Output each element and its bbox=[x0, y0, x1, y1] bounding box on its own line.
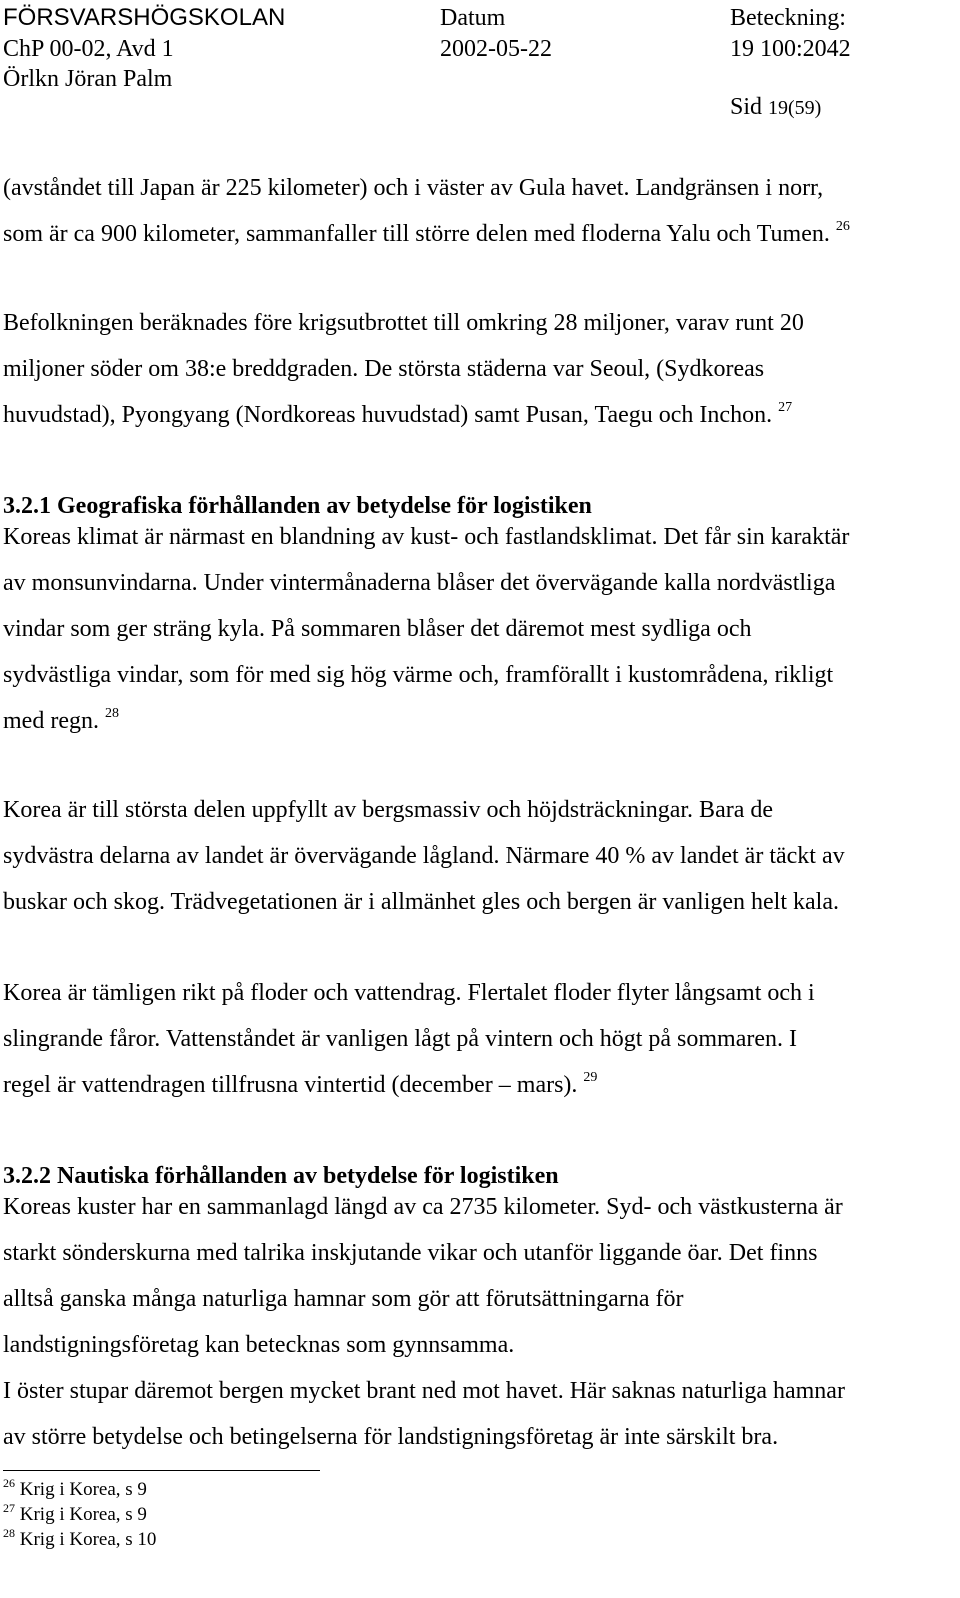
footnote-28 bbox=[3, 1528, 156, 1552]
body-block-3 bbox=[3, 490, 953, 744]
footnote-26 bbox=[3, 1478, 147, 1502]
footnote-text: Krig i Korea, s 10 bbox=[19, 1529, 157, 1550]
footnote-separator bbox=[3, 1470, 320, 1471]
footnote-text: Krig i Korea, s 9 bbox=[19, 1504, 147, 1525]
author-name: Örlkn Jöran Palm bbox=[3, 66, 173, 92]
body-block-5 bbox=[3, 970, 953, 1108]
paragraph-1-line-1: (avståndet till Japan är 225 kilometer) och i väster av Gula havet. Landgränsen i norr, bbox=[3, 175, 824, 201]
page-number bbox=[730, 93, 821, 122]
paragraph-1-line-2-text: som är ca 900 kilometer, sammanfaller till större delen med floderna Yalu och Tumen. bbox=[3, 221, 830, 247]
paragraph-5-line-2: slingrande fåror. Vattenståndet är vanligen lågt på vintern och högt på sommaren. I bbox=[3, 1026, 797, 1052]
body-block-1 bbox=[3, 165, 953, 257]
section-heading-3-2-1: 3.2.1 Geografiska förhållanden av betydelse för logistiken bbox=[3, 493, 592, 519]
paragraph-4-line-1: Korea är till största delen uppfyllt av bergsmassiv och höjdsträckningar. Bara de bbox=[3, 797, 774, 823]
footnote-text: Krig i Korea, s 9 bbox=[19, 1479, 147, 1500]
body-block-4 bbox=[3, 787, 953, 925]
footnote-number: 26 bbox=[3, 1476, 15, 1490]
body-block-6 bbox=[3, 1160, 953, 1460]
paragraph-5-line-3-text: regel är vattendragen tillfrusna vintertid (december – mars). bbox=[3, 1072, 578, 1098]
paragraph-3-line-3: vindar som ger sträng kyla. På sommaren blåser det däremot mest sydliga och bbox=[3, 616, 752, 642]
paragraph-2-line-3 bbox=[3, 392, 953, 438]
paragraph-6-line-2: starkt sönderskurna med talrika inskjutande vikar och utanför liggande öar. Det finns bbox=[3, 1240, 818, 1266]
section-heading-3-2-2: 3.2.2 Nautiska förhållanden av betydelse för logistiken bbox=[3, 1163, 559, 1189]
paragraph-3-line-4: sydvästliga vindar, som för med sig hög värme och, framförallt i kustområdena, rikligt bbox=[3, 662, 834, 688]
page-label: Sid bbox=[730, 94, 763, 120]
date-value: 2002-05-22 bbox=[440, 36, 552, 62]
footnote-ref-26: 26 bbox=[835, 219, 850, 234]
paragraph-1-line-2 bbox=[3, 211, 953, 257]
paragraph-5-line-3 bbox=[3, 1062, 953, 1108]
paragraph-6-line-1: Koreas kuster har en sammanlagd längd av ca 2735 kilometer. Syd- och västkusterna är bbox=[3, 1194, 843, 1220]
reference-label: Beteckning: bbox=[730, 5, 846, 31]
footnote-27 bbox=[3, 1503, 147, 1527]
footnote-ref-28: 28 bbox=[104, 706, 119, 721]
paragraph-4-line-2: sydvästra delarna av landet är övervägande lågland. Närmare 40 % av landet är täckt av bbox=[3, 843, 845, 869]
footnote-ref-27: 27 bbox=[778, 400, 793, 415]
paragraph-6-line-3: alltså ganska många naturliga hamnar som gör att förutsättningarna för bbox=[3, 1286, 684, 1312]
organization-name: FÖRSVARSHÖGSKOLAN bbox=[3, 4, 286, 31]
page-value: 19(59) bbox=[768, 97, 822, 119]
reference-value: 19 100:2042 bbox=[730, 36, 851, 62]
footnote-number: 27 bbox=[3, 1501, 15, 1515]
paragraph-2-line-2: miljoner söder om 38:e breddgraden. De största städerna var Seoul, (Sydkoreas bbox=[3, 356, 765, 382]
course-name: ChP 00-02, Avd 1 bbox=[3, 36, 174, 62]
body-block-2 bbox=[3, 300, 953, 438]
paragraph-5-line-1: Korea är tämligen rikt på floder och vattendrag. Flertalet floder flyter långsamt och i bbox=[3, 980, 815, 1006]
paragraph-3-line-5-text: med regn. bbox=[3, 708, 99, 734]
paragraph-3-line-1: Koreas klimat är närmast en blandning av kust- och fastlandsklimat. Det får sin karaktär bbox=[3, 524, 850, 550]
paragraph-7-line-1: I öster stupar däremot bergen mycket brant ned mot havet. Här saknas naturliga hamnar bbox=[3, 1378, 845, 1404]
paragraph-7-line-2: av större betydelse och betingelserna för landstigningsföretag är inte särskilt bra. bbox=[3, 1424, 779, 1450]
paragraph-4-line-3: buskar och skog. Trädvegetationen är i allmänhet gles och bergen är vanligen helt kala. bbox=[3, 889, 839, 915]
paragraph-3-line-2: av monsunvindarna. Under vintermånaderna blåser det övervägande kalla nordvästliga bbox=[3, 570, 836, 596]
paragraph-2-line-1: Befolkningen beräknades före krigsutbrottet till omkring 28 miljoner, varav runt 20 bbox=[3, 310, 804, 336]
paragraph-3-line-5 bbox=[3, 698, 953, 744]
footnote-ref-29: 29 bbox=[583, 1070, 598, 1085]
footnote-number: 28 bbox=[3, 1526, 15, 1540]
paragraph-2-line-3-text: huvudstad), Pyongyang (Nordkoreas huvudstad) samt Pusan, Taegu och Inchon. bbox=[3, 402, 773, 428]
paragraph-6-line-4: landstigningsföretag kan betecknas som gynnsamma. bbox=[3, 1332, 515, 1358]
date-label: Datum bbox=[440, 5, 506, 31]
